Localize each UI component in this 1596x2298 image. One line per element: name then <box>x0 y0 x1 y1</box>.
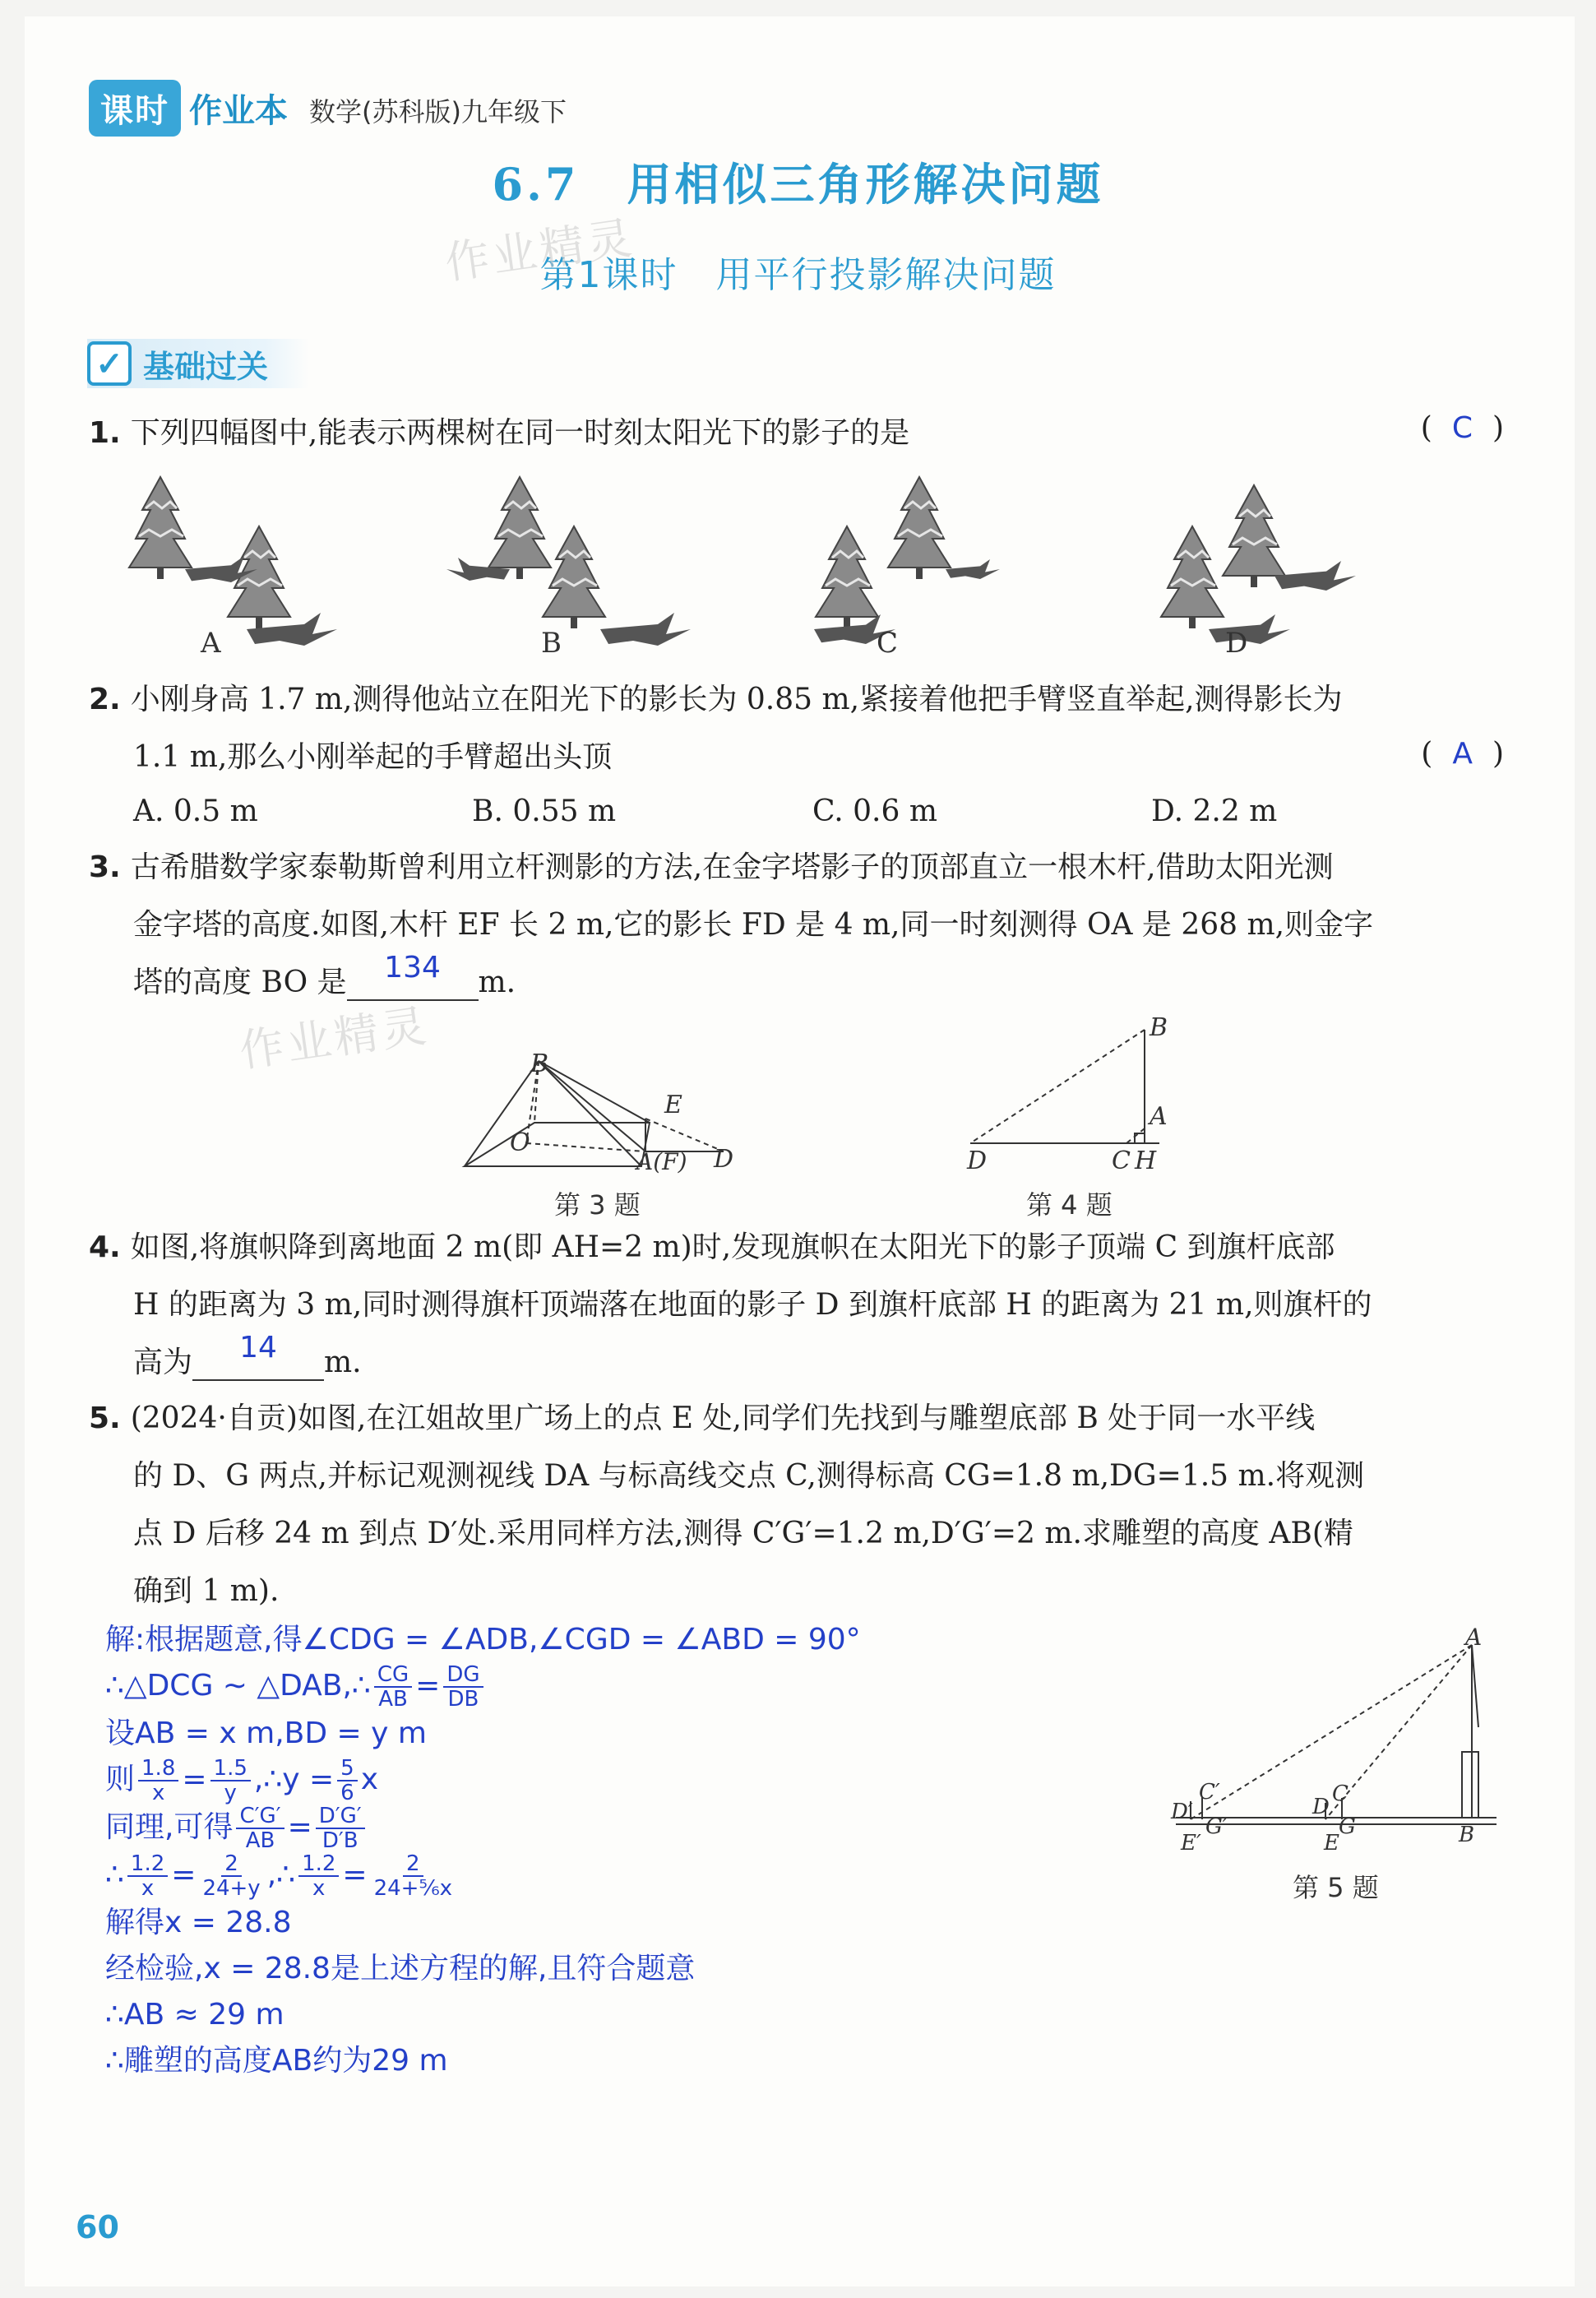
point-label: A <box>1465 1624 1483 1651</box>
solution-line: 设AB = x m,BD = y m <box>105 1717 427 1750</box>
trees-figure <box>123 461 1357 674</box>
point-label: E′ <box>1181 1831 1201 1856</box>
question-2 <box>89 671 1503 786</box>
question-text-line: 1.1 m,那么小刚举起的手臂超出头顶 <box>133 740 613 774</box>
question-text-line: (2024·自贡)如图,在江姐故里广场上的点 E 处,同学们先找到与雕塑底部 B 处于同一水平线 <box>130 1402 1316 1435</box>
point-label: E <box>664 1091 682 1119</box>
figure-caption: 第 3 题 <box>554 1189 641 1221</box>
point-label: B <box>1459 1823 1475 1847</box>
question-number: 4. <box>89 1230 121 1264</box>
solution-line: 解:根据题意,得∠CDG = ∠ADB,∠CGD = ∠ABD = 90° <box>105 1623 861 1656</box>
solution-line: ∴AB ≈ 29 m <box>105 1998 285 2032</box>
point-label: C′ <box>1199 1780 1220 1805</box>
point-label: D <box>1312 1795 1330 1819</box>
book-brand: 作业本 <box>189 91 288 130</box>
answer-value: 14 <box>239 1331 277 1364</box>
question-5 <box>89 1390 1503 1620</box>
solution-line: ∴△DCG ∼ △DAB,∴ $\frac{CG}{AB}$ = $\frac{DG}{DB}$ <box>105 1663 861 1711</box>
point-label: G′ <box>1205 1814 1228 1839</box>
point-label: O <box>510 1128 530 1157</box>
point-label: D <box>967 1147 988 1175</box>
figure-b-trees <box>446 477 691 646</box>
watermark: 作业精灵 <box>236 999 433 1077</box>
solution-line: 则 $\frac{1.8}{x}$ = $\frac{1.5}{y}$ ,∴y = $\frac{5}{6}$ x <box>105 1756 379 1805</box>
question-4 <box>89 1219 1503 1392</box>
point-label: A <box>1150 1102 1168 1131</box>
figure-4-flagpole <box>962 1020 1176 1151</box>
section-tag-label: 基础过关 <box>143 348 269 385</box>
answer-bracket: ( C ) <box>1420 411 1504 445</box>
question-text-line: 小刚身高 1.7 m,测得他站立在阳光下的影长为 0.85 m,紧接着他把手臂竖直举起,测得影长为 <box>130 683 1343 716</box>
watermark: 作业精灵 <box>442 211 638 290</box>
option-c: C. 0.6 m <box>812 795 937 828</box>
figure-caption: 第 4 题 <box>1026 1189 1113 1221</box>
figure-c-trees <box>814 477 1000 644</box>
question-text-line: 金字塔的高度.如图,木杆 EF 长 2 m,它的影长 FD 是 4 m,同一时刻测得 OA 是 268 m,则金字 <box>133 908 1374 942</box>
figure-label-b: B <box>541 627 562 660</box>
point-label: E <box>1324 1831 1339 1856</box>
question-text-line: 点 D 后移 24 m 到点 D′处.采用同样方法,测得 C′G′=1.2 m,D′G′=2 m.求雕塑的高度 AB(精 <box>133 1517 1353 1550</box>
figure-5-sculpture <box>1159 1629 1505 1842</box>
figure-label-c: C <box>877 627 899 660</box>
solution-block <box>105 1617 861 2084</box>
point-label: D <box>714 1145 734 1174</box>
answer-bracket: ( A ) <box>1421 737 1504 771</box>
answer-blank <box>347 951 479 1001</box>
question-text: 下列四幅图中,能表示两棵树在同一时刻太阳光下的影子的是 <box>130 416 910 450</box>
question-text-line: 塔的高度 BO 是 <box>133 966 347 999</box>
question-number: 5. <box>89 1402 121 1435</box>
book-logo: 课时 <box>89 80 181 137</box>
page-number: 60 <box>76 2209 119 2245</box>
figure-label-a: A <box>201 627 221 660</box>
figure-a-trees <box>129 477 337 646</box>
solution-line: 同理,可得 $\frac{C'G'}{AB}$ = $\frac{D'G'}{D'B}$ <box>105 1805 861 1852</box>
point-label: D′ <box>1171 1800 1193 1824</box>
question-text-line: 的 D、G 两点,并标记观测视线 DA 与标高线交点 C,测得标高 CG=1.8 m,DG=1.5 m.将观测 <box>133 1459 1365 1493</box>
solution-line: 解得x = 28.8 <box>105 1906 292 1939</box>
solution-line: ∴雕塑的高度AB约为29 m <box>105 2044 448 2078</box>
question-number: 1. <box>89 416 121 450</box>
question-text-line: 确到 1 m). <box>133 1574 280 1608</box>
point-label: B <box>1150 1013 1168 1042</box>
option-b: B. 0.55 m <box>472 795 617 828</box>
book-header <box>89 82 567 133</box>
point-label: B <box>530 1049 549 1078</box>
section-title: 6.7 用相似三角形解决问题 <box>492 158 1104 211</box>
section-tag <box>87 339 309 388</box>
answer-choice: A <box>1452 737 1473 771</box>
checkmark-icon: ✓ <box>87 341 132 386</box>
point-label: C <box>1332 1781 1349 1806</box>
point-label: G <box>1339 1814 1356 1839</box>
solution-line: ∴ $\frac{1.2}{x}$ = $\frac{2}{24+y}$ ,∴ $\frac{1.2}{x}$ = $\frac{2}{\text{24+⁵⁄₆x}}$ <box>105 1851 453 1901</box>
point-label: H <box>1135 1147 1157 1175</box>
question-3 <box>89 839 1503 1012</box>
question-text-line: 如图,将旗帜降到离地面 2 m(即 AH=2 m)时,发现旗帜在太阳光下的影子顶端 C 到旗杆底部 <box>130 1230 1335 1264</box>
point-label: A(F) <box>636 1148 687 1175</box>
question-text-line: 古希腊数学家泰勒斯曾利用立杆测影的方法,在金字塔影子的顶部直立一根木杆,借助太阳光测 <box>130 850 1334 884</box>
answer-choice: C <box>1451 411 1473 445</box>
figure-d-trees <box>1161 485 1356 644</box>
lesson-subtitle: 第1课时 用平行投影解决问题 <box>539 254 1057 296</box>
question-1 <box>89 405 1503 462</box>
answer-value: 134 <box>384 951 441 985</box>
question-number: 3. <box>89 850 121 884</box>
point-label: C <box>1112 1147 1131 1175</box>
answer-blank <box>192 1331 324 1381</box>
option-d: D. 2.2 m <box>1151 795 1278 828</box>
question-text-line: H 的距离为 3 m,同时测得旗杆顶端落在地面的影子 D 到旗杆底部 H 的距离为 21 m,则旗杆的 <box>133 1288 1372 1322</box>
solution-line: 经检验,x = 28.8是上述方程的解,且符合题意 <box>105 1952 696 1985</box>
question-number: 2. <box>89 683 121 716</box>
figure-3-pyramid <box>452 1045 748 1176</box>
option-a: A. 0.5 m <box>133 795 258 828</box>
figure-label-d: D <box>1225 627 1248 660</box>
question-text-line: m. <box>478 966 516 999</box>
question-text-line: m. <box>324 1346 362 1379</box>
book-subtitle: 数学(苏科版)九年级下 <box>309 96 567 127</box>
figure-caption: 第 5 题 <box>1293 1872 1379 1903</box>
question-text-line: 高为 <box>133 1346 193 1379</box>
